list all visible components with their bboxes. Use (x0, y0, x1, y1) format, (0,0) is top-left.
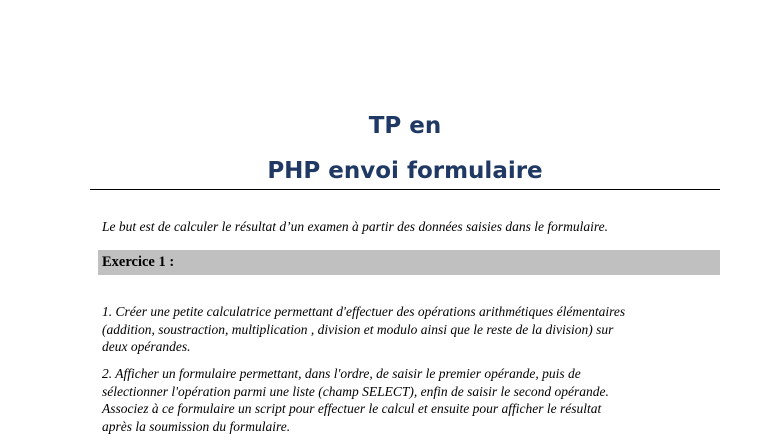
title-divider (90, 189, 720, 190)
exercise-item-1-line: deux opérandes. (102, 339, 191, 354)
intro-paragraph: Le but est de calculer le résultat d’un examen à partir des données saisies dans le formulaire. (102, 219, 609, 234)
exercise-item-2 (102, 365, 722, 435)
page-title-line-1: TP en (368, 113, 442, 139)
exercise-item-2-line: sélectionner l'opération parmi une liste (champ SELECT), enfin de saisir le second opérande. (102, 383, 609, 399)
exercise-item-1-line: (addition, soustraction, multiplication , division et modulo ainsi que le reste de la division) sur (102, 321, 614, 337)
exercise-item-2-line: Associez à ce formulaire un script pour effectuer le calcul et ensuite pour afficher le résultat (102, 401, 602, 416)
section-header-bar (98, 250, 720, 275)
section-title: Exercice 1 : (102, 254, 175, 270)
exercise-item-1 (102, 303, 722, 356)
exercise-item-2-line: 2. Afficher un formulaire permettant, dans l'ordre, de saisir le premier opérande, puis de (102, 366, 581, 381)
exercise-item-1-line: 1. Créer une petite calculatrice permettant d'effectuer des opérations arithmétiques élémentaires (102, 304, 626, 319)
page-title-line-2: PHP envoi formulaire (267, 158, 543, 184)
exercise-item-2-line: après la soumission du formulaire. (102, 418, 291, 434)
